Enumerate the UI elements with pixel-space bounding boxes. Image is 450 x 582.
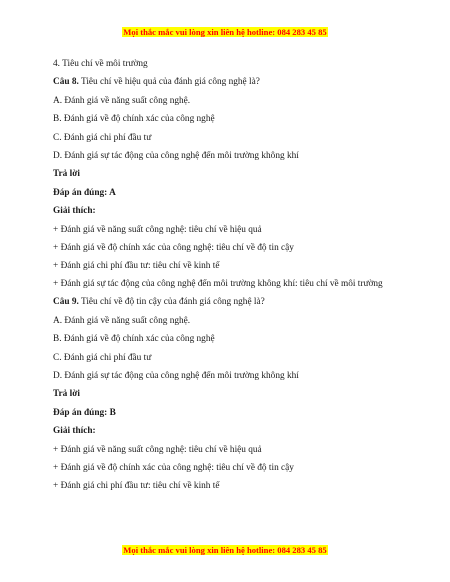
- question-8-option-c: C. Đánh giá chi phí đầu tư: [53, 132, 152, 143]
- question-9-option-c: C. Đánh giá chi phí đầu tư: [53, 352, 152, 363]
- question-9-option-b: B. Đánh giá về độ chính xác của công nghệ: [53, 334, 215, 345]
- previous-option-text: 4. Tiêu chí về môi trường: [53, 59, 148, 69]
- footer-hotline-banner: [0, 545, 450, 555]
- question-9-explanation-3: + Đánh giá chi phí đầu tư: tiêu chí về kinh tế: [53, 481, 220, 492]
- header-hotline-text: Mọi thắc mắc vui lòng xin liên hệ hotline: 084 283 45 85: [123, 27, 327, 37]
- question-9-option-a: A. Đánh giá về năng suất công nghệ.: [53, 315, 191, 326]
- question-8-explanation-3: + Đánh giá chi phí đầu tư: tiêu chí về kinh tế: [53, 261, 220, 272]
- question-9: [53, 293, 401, 311]
- question-8-explanation-heading: Giải thích:: [53, 206, 96, 217]
- question-8-option-d: D. Đánh giá sự tác động của công nghệ đến môi trường không khí: [53, 151, 299, 162]
- question-9-text: Tiêu chí về độ tin cậy của đánh giá công nghệ là?: [78, 297, 265, 308]
- question-8-option-b: B. Đánh giá về độ chính xác của công nghệ: [53, 114, 215, 125]
- question-9-explanation-1: + Đánh giá về năng suất công nghệ: tiêu chí về hiệu quả: [53, 444, 262, 455]
- question-9-label: Câu 9.: [53, 297, 79, 308]
- question-9-option-d: D. Đánh giá sự tác động của công nghệ đến môi trường không khí: [53, 371, 299, 381]
- question-8: [53, 73, 401, 91]
- question-8-option-a: A. Đánh giá về năng suất công nghệ.: [53, 95, 191, 106]
- question-8-explanation-1: + Đánh giá về năng suất công nghệ: tiêu chí về hiệu quả: [53, 224, 262, 235]
- header-hotline-banner: [0, 27, 450, 37]
- question-8-label: Câu 8.: [53, 77, 79, 88]
- question-9-correct-answer: Đáp án đúng: B: [53, 407, 116, 418]
- question-8-text: Tiêu chí về hiệu quả của đánh giá công nghệ là?: [78, 77, 260, 88]
- question-8-answer-heading: Trả lời: [53, 169, 80, 180]
- footer-hotline-text: Mọi thắc mắc vui lòng xin liên hệ hotline: 084 283 45 85: [123, 545, 327, 555]
- question-8-explanation-4: + Đánh giá sự tác động của công nghệ đến môi trường không khí: tiêu chí về môi trường: [53, 278, 383, 289]
- question-9-explanation-2: + Đánh giá về độ chính xác của công nghệ: tiêu chí về độ tin cậy: [53, 463, 294, 474]
- question-9-answer-heading: Trả lời: [53, 389, 80, 400]
- question-9-explanation-heading: Giải thích:: [53, 426, 96, 437]
- question-8-correct-answer: Đáp án đúng: A: [53, 187, 116, 198]
- question-8-explanation-2: + Đánh giá về độ chính xác của công nghệ: tiêu chí về độ tin cậy: [53, 243, 294, 254]
- document-body: [53, 55, 401, 496]
